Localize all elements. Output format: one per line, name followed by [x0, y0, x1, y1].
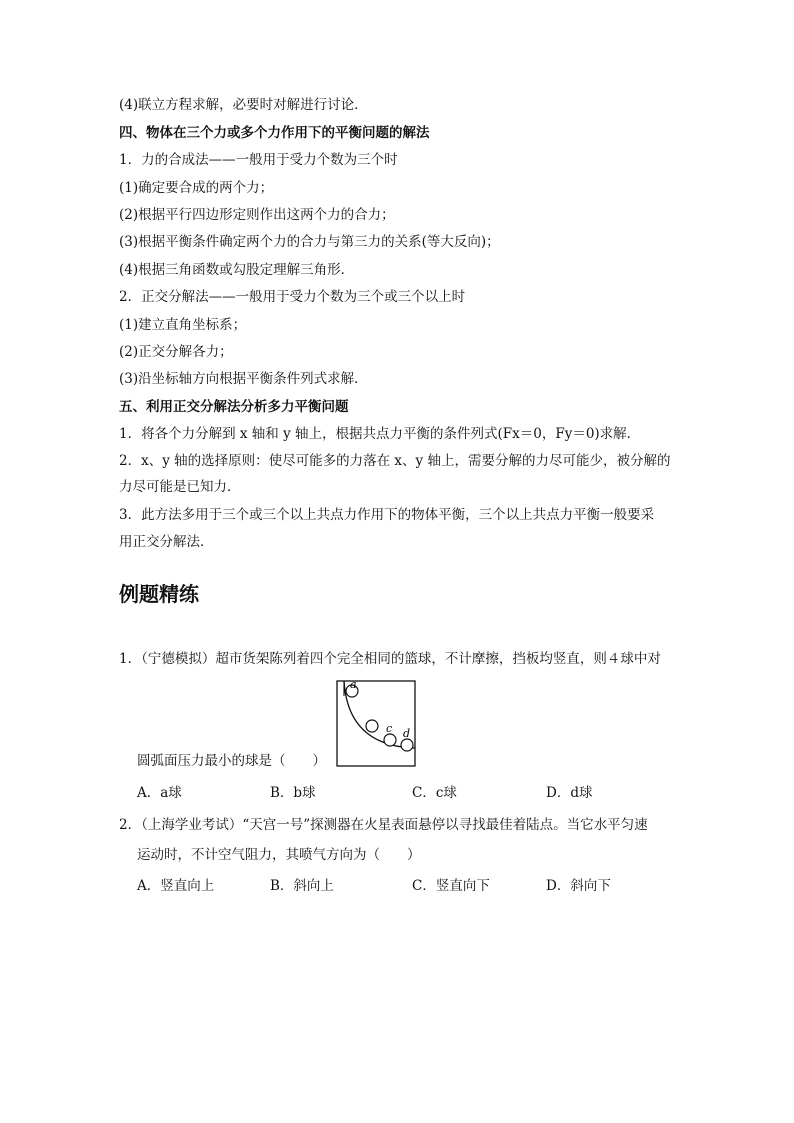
q2-option-c: C．竖直向下: [412, 878, 490, 894]
method-1-step-4: (4)根据三角函数或勾股定理解三角形．: [119, 262, 355, 278]
method-2-step-2: (2)正交分解各力；: [119, 344, 233, 360]
question-2-text-cont: 运动时，不计空气阻力，其喷气方向为（ ）: [137, 847, 421, 863]
shelf-figure: [332, 674, 422, 770]
q1-option-a: A．a球: [137, 785, 182, 801]
principle-1-text: 1．将各个力分解到 x 轴和 y 轴上，根据共点力平衡的条件列式(Fx＝0，Fy＝0)求解．: [119, 426, 641, 442]
principle-2-text-cont: 力尽可能是已知力．: [119, 479, 241, 495]
principle-2-text: 2．x、y 轴的选择原则：使尽可能多的力落在 x、y 轴上，需要分解的力尽可能少，被分解的: [119, 453, 671, 469]
step-4-text: (4)联立方程求解，必要时对解进行讨论．: [119, 97, 368, 113]
q1-option-b: B．b球: [270, 785, 316, 801]
label-c: c: [386, 722, 393, 735]
label-a: a: [350, 678, 357, 691]
principle-3-text-cont: 用正交分解法．: [119, 534, 214, 550]
principle-3-text: 3．此方法多用于三个或三个以上共点力作用下的物体平衡，三个以上共点力平衡一般要采: [119, 507, 655, 523]
method-1-step-3: (3)根据平衡条件确定两个力的合力与第三力的关系(等大反向)；: [119, 234, 500, 250]
question-1-text-cont: 圆弧面压力最小的球是（ ）: [137, 753, 326, 769]
q1-option-c: C．c球: [412, 785, 457, 801]
method-2-text: 2．正交分解法——一般用于受力个数为三个或三个以上时: [119, 289, 466, 305]
q2-option-a: A．竖直向上: [137, 878, 215, 894]
q2-option-b: B．斜向上: [270, 878, 334, 894]
ball-d: [401, 739, 413, 751]
ball-c: [384, 734, 396, 746]
label-d: d: [403, 727, 411, 740]
method-1-text: 1．力的合成法——一般用于受力个数为三个时: [119, 152, 398, 168]
q1-option-d: D．d球: [546, 785, 593, 801]
question-2-text: 2．（上海学业考试）“天宫一号”探测器在火星表面悬停以寻找最佳着陆点。当它水平匀速: [119, 817, 648, 833]
method-2-step-3: (3)沿坐标轴方向根据平衡条件列式求解．: [119, 371, 368, 387]
ball-b: [366, 720, 378, 732]
question-1-text: 1．（宁德模拟）超市货架陈列着四个完全相同的篮球，不计摩擦，挡板均竖直，则４球中对: [119, 651, 661, 667]
examples-title: 例题精练: [119, 582, 199, 606]
section-heading-4: 四、物体在三个力或多个力作用下的平衡问题的解法: [119, 125, 430, 141]
q2-option-d: D．斜向下: [546, 878, 611, 894]
method-1-step-2: (2)根据平行四边形定则作出这两个力的合力；: [119, 207, 395, 223]
method-2-step-1: (1)建立直角坐标系；: [119, 317, 247, 333]
method-1-step-1: (1)确定要合成的两个力；: [119, 180, 274, 196]
section-heading-5: 五、利用正交分解法分析多力平衡问题: [119, 399, 349, 415]
